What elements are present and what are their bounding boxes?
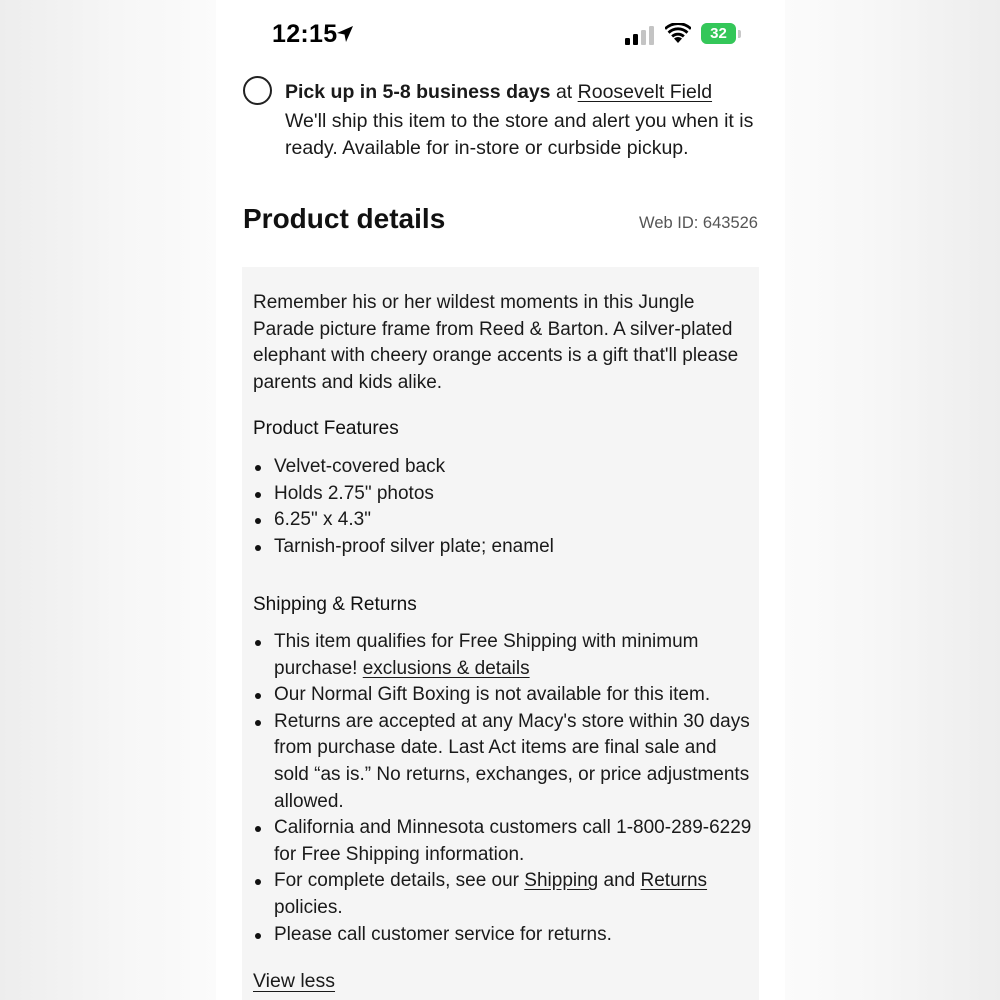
product-description: Remember his or her wildest moments in this Jungle Parade picture frame from Reed & Barton. A silver-plated elephant with cheery orange accents is a gift that'll please parents and kids alike. [253,292,739,393]
pickup-connector: at [550,81,578,103]
shipping-returns-list [253,629,753,948]
shipping-returns-title: Shipping & Returns [253,594,417,615]
status-time: 12:15 [272,20,338,48]
cellular-signal-icon [625,25,655,45]
list-item: Tarnish-proof silver plate; enamel [253,534,753,561]
pickup-option-label [285,80,712,104]
battery-indicator [701,23,736,44]
list-item: Velvet-covered back [253,454,753,481]
returns-policy-link[interactable]: Returns [640,870,708,892]
location-arrow-icon [335,24,355,44]
list-item [253,868,753,921]
product-details-title: Product details [243,203,446,234]
wifi-icon [665,23,691,44]
pickup-description: We'll ship this item to the store and alert you when it is ready. Available for in-store or curbside pickup. [285,110,754,159]
battery-percent: 32 [710,25,727,42]
complete-details-text: For complete details, see our [274,870,525,892]
product-details-panel [242,267,759,1000]
phone-screen [216,0,785,1000]
product-features-title: Product Features [253,418,399,439]
shipping-policy-link[interactable]: Shipping [524,870,599,892]
web-id: Web ID: 643526 [639,214,758,232]
status-bar [216,0,785,70]
free-shipping-text: This item qualifies for Free Shipping with minimum purchase! [274,631,699,679]
list-item: 6.25" x 4.3" [253,507,753,534]
list-item: California and Minnesota customers call 1-800-289-6229 for Free Shipping information. [253,815,753,868]
policies-text: policies. [274,896,343,918]
battery-cap [738,30,741,38]
pickup-timeframe: Pick up in 5-8 business days [285,81,551,103]
view-less-link[interactable]: View less [253,970,336,992]
and-text: and [598,870,641,892]
list-item: Returns are accepted at any Macy's store within 30 days from purchase date. Last Act items are final sale and sold “as is.” No returns, exchanges, or price adjustments allowed. [253,709,753,815]
product-features-list [253,454,753,560]
background-right [784,0,1000,1000]
list-item: Please call customer service for returns. [253,922,753,949]
pickup-radio-button[interactable] [243,76,272,105]
list-item: Holds 2.75" photos [253,481,753,508]
store-link[interactable]: Roosevelt Field [577,81,713,103]
background-left [0,0,216,1000]
list-item [253,629,753,682]
exclusions-details-link[interactable]: exclusions & details [362,657,530,679]
list-item: Our Normal Gift Boxing is not available for this item. [253,682,753,709]
